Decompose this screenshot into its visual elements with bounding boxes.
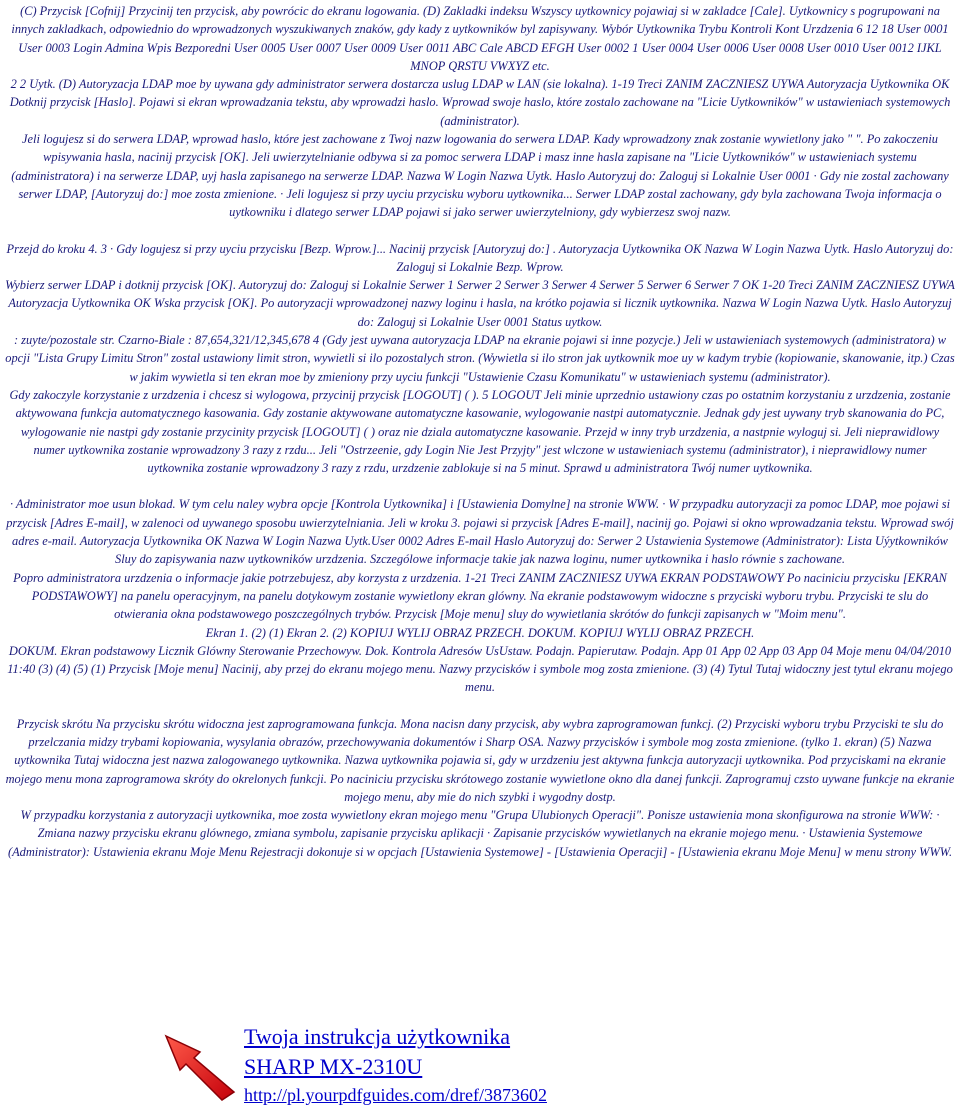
paragraph: Przycisk skrótu Na przycisku skrótu widoczna jest zaprogramowana funkcja. Mona nacisn dany przycisk, aby wybra zaprogramowan funkcj. (2) Przyciski wyboru trybu Przyciski te slu do przelczania midzy trybami kopiowania, wysylania obrazów, przechowywania dokumentów i Sharp OSA. Nazwy przycisków i symbole mog zosta zmienione. (tylko 1. ekran) (5) Nazwa uytkownika Tutaj widoczna jest nazwa zalogowanego uytkownika. Nazwa uytkownika pojawia si, gdy w urzdzeniu jest aktywna funkcja autoryzacji uytkownika. Pod przyciskami na ekranie mojego menu mona zaprogramowa skróty do okrelonych funkcji. Po naciniciu przycisku skrótowego zostanie wywietlone okno dla danej funkcji. Zaprogramuj czsto uywane funkcje na ekranie mojego menu, aby mie do nich szybki i wygodny dostp. (5, 716, 955, 804)
paragraph: Ekran 1. (2) (1) Ekran 2. (2) KOPIUJ WYLIJ OBRAZ PRZECH. DOKUM. KOPIUJ WYLIJ OBRAZ PRZECH. (205, 625, 755, 640)
paragraph: Jeli logujesz si do serwera LDAP, wprowad haslo, które jest zachowane z Twoj nazw logowania do serwera LDAP. Kady wprowadzony znak zostanie wywietlony jako " ". Po zakoczeniu wpisywania hasla, nacinij przycisk [OK]. Jeli uwierzytelnianie odbywa si za pomoc serwera LDAP i masz inne hasla zapisane na "Licie Uytkowników" w ustawieniach systemu (administratora) i na serwerze LDAP, uyj hasla zapisanego na serwerze LDAP. Nazwa W Login Nazwa Uytk. Haslo Autoryzuj do: Zaloguj si Lokalnie User 0001 · Gdy nie zostal zachowany serwer LDAP, [Autoryzuj do:] moe zosta zmienione. · Jeli logujesz si przy uyciu przycisku wyboru uytkownika... Serwer LDAP zostal zachowany, gdy byla zachowana Twoja informacja o uytkowniku i dlatego serwer LDAP pojawi si jako serwer uwierzytelniony, gdy wybierzesz swoj nazw. (11, 132, 949, 220)
paragraph: Popro administratora urzdzenia o informacje jakie potrzebujesz, aby korzysta z urzdzenia. 1-21 Treci ZANIM ZACZNIESZ UYWA EKRAN PODSTAWOWY Po naciniciu przycisku [EKRAN PODSTAWOWY] na panelu operacyjnym, na panelu dotykowym zostanie wywietlony ekran glówny. Na ekranie podstawowym widoczne s przyciski wyboru trybu. Przyciski te slu do otwierania okna podstawowego poszczególnych trybów. Przycisk [Moje menu] sluy do wywietlania skrótów do funkcji zapisanych w "Moim menu". (13, 570, 947, 622)
paragraph: (C) Przycisk [Cofnij] Przycinij ten przycisk, aby powrócic do ekranu logowania. (D) Zakladki indeksu Wszyscy uytkownicy pojawiaj si w zakladce [Cale]. Uytkownicy s pogrupowani na innych zakladkach, odpowiednio do wprowadzonych wyszukiwanych znaków, gdy kady z uytkowników byl zapisywany. Wybór Uytkownika Trybu Kontroli Kont Urzdzenia 6 12 18 User 0001 User 0003 Login Admina Wpis Bezporedni User 0005 User 0007 User 0009 User 0011 ABC Cale ABCD EFGH User 0002 1 User 0004 User 0006 User 0008 User 0010 User 0012 IJKL MNOP QRSTU VWXYZ etc. (11, 4, 949, 73)
manual-title-link[interactable]: Twoja instrukcja użytkownika (244, 1024, 511, 1049)
paragraph: : zuyte/pozostale str. Czarno-Biale : 87,654,321/12,345,678 4 (Gdy jest uywana autoryzacja LDAP na ekranie pojawi si inne pozycje.) Jeli w ustawieniach systemowych (administratora) w opcji "Lista Grupy Limitu Stron" zostal ustawiony limit stron, wywietli si ilo pozostalych stron. (Wywietla si ilo stron jak uytkownik moe uy w kadym trybie (kopiowanie, skanowanie, itp.) Czas w jakim wywietla si ten ekran moe by zmieniony przy uyciu funkcji "Ustawienie Czasu Komunikatu" w ustawieniach systemu (administrator). (5, 333, 955, 384)
paragraph-gap (4, 222, 956, 240)
paragraph-gap (4, 697, 956, 715)
paragraph: Wybierz serwer LDAP i dotknij przycisk [OK]. Autoryzuj do: Zaloguj si Lokalnie Serwer 1 Serwer 2 Serwer 3 Serwer 4 Serwer 5 Serwer 6 Serwer 7 OK 1-20 Treci ZANIM ZACZNIESZ UYWA Autoryzacja Uytkownika OK Wska przycisk [OK]. Po autoryzacji wprowadzonej nazwy loginu i hasla, na krótko pojawia si licznik uytkownika. Nazwa W Login Nazwa Uytk. Haslo Autoryzuj do: Zaloguj si Lokalnie User 0001 Status uytkow. (5, 278, 955, 329)
source-url-link[interactable]: http://pl.yourpdfguides.com/dref/3873602 (244, 1085, 547, 1105)
paragraph: Gdy zakoczyle korzystanie z urzdzenia i chcesz si wylogowa, przycinij przycisk [LOGOUT] ( ). 5 LOGOUT Jeli minie uprzednio ustawiony czas po ostatnim korzystaniu z urzdzenia, zostanie aktywowana funkcja automatycznego kasowania. Gdy zostanie aktywowane automatyczne kasowanie, wylogowanie nastpi automatycznie. Jednak gdy jest uywany tryb skanowania do PC, wylogowanie nie nastpi gdy zostanie przycinity przycisk [LOGOUT] ( ) oraz nie dziala automatyczne kasowanie. Przejd w inny tryb urzdzenia, a nastpnie wyloguj si. Jeli nieprawidlowy numer uytkownika zostanie wprowadzony 3 razy z rzdu... Jeli "Ostrzeenie, gdy Login Nie Jest Przyjty" jest wlczone w ustawieniach systemu (administrator), i nieprawidlowy numer uytkownika zostanie wprowadzony 3 razy z rzdu, urzdzenie zablokuje si na 5 minut. Sprawd u administratora Twój numer uytkownika. (9, 387, 951, 476)
red-arrow-icon (160, 1030, 240, 1102)
paragraph: · Administrator moe usun blokad. W tym celu naley wybra opcje [Kontrola Uytkownika] i [Ustawienia Domylne] na stronie WWW. · W przypadku autoryzacji za pomoc LDAP, moe pojawi si przycisk [Adres E-mail], w zalenoci od uywanego sposobu uwierzytelniania. Jeli w kroku 3. pojawi si przycisk [Adres E-mail], nacinij go. Pojawi si okno wprowadzania tekstu. Wprowad swój adres e-mail. Autoryzacja Uytkownika OK Nazwa W Login Nazwa Uytk.User 0002 Adres E-mail Haslo Autoryzuj do: Serwer 2 Ustawienia Systemowe (Administrator): Lista Uýytkowników Sluy do zapisywania nazw uytkowników urzdzenia. Szczególowe informacje takie jak nazwa loginu, numer uytkownika i haslo równie s zachowane. (6, 497, 954, 567)
paragraph-gap (4, 477, 956, 495)
footer-banner (160, 1022, 760, 1108)
document-body (4, 2, 956, 861)
paragraph: W przypadku korzystania z autoryzacji uytkownika, moe zosta wywietlony ekran mojego menu "Grupa Ulubionych Operacji". Ponisze ustawienia mona skonfigurowa na stronie WWW: · Zmiana nazwy przycisku ekranu glównego, zmiana symbolu, zapisanie przycisku aplikacji · Zapisanie przycisków wywietlanych na ekranie mojego menu. · Ustawienia Systemowe (Administrator): Ustawienia ekranu Moje Menu Rejestracji dokonuje si w opcjach [Ustawienia Systemowe] - [Ustawienia Operacji] - [Ustawienia ekranu Moje Menu] w menu strony WWW. (7, 808, 953, 859)
product-name-link[interactable]: SHARP MX-2310U (244, 1054, 423, 1079)
paragraph: Przejd do kroku 4. 3 · Gdy logujesz si przy uyciu przycisku [Bezp. Wprow.]... Nacinij przycisk [Autoryzuj do:] . Autoryzacja Uytkownika OK Nazwa W Login Nazwa Uytk. Haslo Autoryzuj do: Zaloguj si Lokalnie Bezp. Wprow. (6, 241, 954, 274)
footer-links (244, 1022, 547, 1108)
paragraph: DOKUM. Ekran podstawowy Licznik Glówny Sterowanie Przechowyw. Dok. Kontrola Adresów UsUstaw. Podajn. Papierutaw. Podajn. App 01 App 02 App 03 App 04 Moje menu 04/04/2010 11:40 (3) (4) (5) (1) Przycisk [Moje menu] Nacinij, aby przej do ekranu mojego menu. Nazwy przycisków i symbole mog zosta zmienione. (3) (4) Tytul Tutaj widoczny jest tytul ekranu mojego menu. (7, 643, 953, 695)
paragraph: 2 2 Uytk. (D) Autoryzacja LDAP moe by uywana gdy administrator serwera dostarcza uslug LDAP w LAN (sie lokalna). 1-19 Treci ZANIM ZACZNIESZ UYWA Autoryzacja Uytkownika OK Dotknij przycisk [Haslo]. Pojawi si ekran wprowadzania tekstu, aby wprowadzi haslo. Wprowad swoje haslo, które zostalo zachowane na "Licie Uytkowników" w ustawieniach systemowych (administrator). (9, 77, 951, 128)
